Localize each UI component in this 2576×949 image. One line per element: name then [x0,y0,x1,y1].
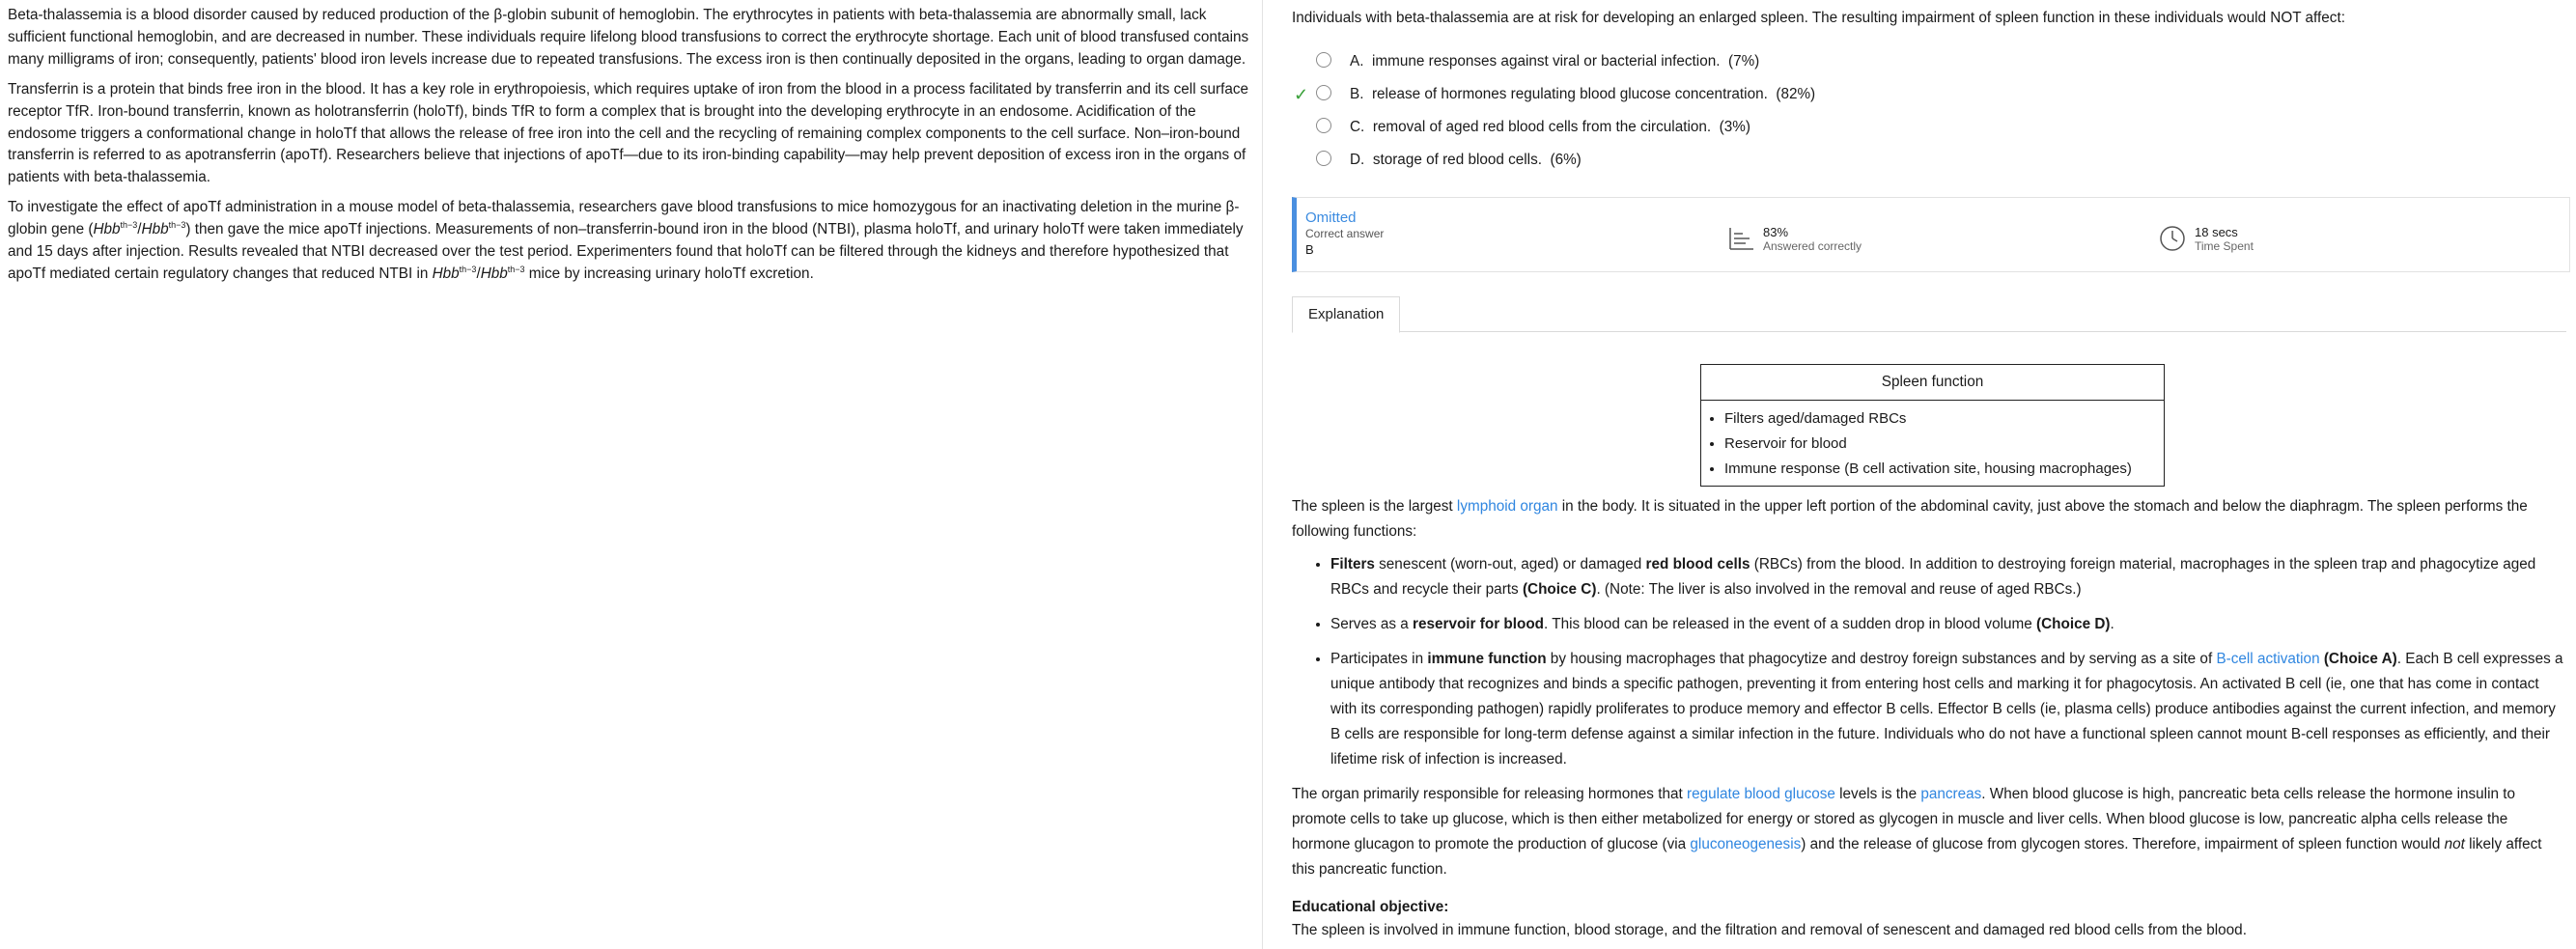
radio-button[interactable] [1316,85,1331,100]
correct-check-icon: ✓ [1294,85,1309,104]
question-stem: Individuals with beta-thalassemia are at risk for developing an enlarged spleen. The resulting impairment of spleen function in these individuals would NOT affect: [1292,10,2345,26]
spleen-function-table [1700,364,2165,487]
list-item: • Participates in immune function by housing macrophages that phagocytize and destroy foreign substances and by serving as a site of B-cell activation (Choice A). Each B cell expresses a unique antibody that recognizes and binds a specific pathogen, preventing it from entering host cells and marking it for phagocytosis. An activated B cell (ie, one that has come in contact with its corresponding pathogen) rapidly proliferates to produce memory and effector B cells. Effector B cells (ie, plasma cells) produce antibodies against the current infection, and memory B cells are responsible for long-term defense against a similar infection in the future. Individuals who do not have a functional spleen cannot mount B-cell responses as efficiently, and their lifetime risk of infection is increased. [1330,647,2566,772]
spleen-functions-list [1292,552,2566,772]
link-regulate-blood-glucose[interactable]: regulate blood glucose [1686,786,1835,802]
explanation-intro: The spleen is the largest lymphoid organ in the body. It is situated in the upper left portion of the abdominal cavity, just above the stomach and below the diaphragm. The spleen performs the following functions: [1292,498,2528,540]
radio-button[interactable] [1316,52,1331,68]
explanation-pancreas: The organ primarily responsible for releasing hormones that regulate blood glucose levels is the pancreas. When blood glucose is high, pancreatic beta cells release the hormone insulin to promote cells to take up glucose, which is then either metabolized for energy or stored as glycogen in muscle and liver cells. When blood glucose is low, pancreatic alpha cells release the hormone glucagon to promote the production of glucose (via gluconeogenesis) and the release of glucose from glycogen stores. Therefore, impairment of spleen function would not likely affect this pancreatic function. [1292,786,2542,878]
radio-button[interactable] [1316,118,1331,133]
result-stats-bar: Omitted Correct answer B 83% Answered correctly 18 secs Time Spent [1292,197,2570,272]
explanation-tabs [1292,296,2566,332]
question-pane: Individuals with beta-thalassemia are at risk for developing an enlarged spleen. The resulting impairment of spleen function in these individuals would NOT affect: A. immune responses against viral or bacterial infection. (7%) ✓ B. release of hormones regulating blood glucose concentration. (82%) C. removal of aged red blood cells from the circulation. (3%) D. storage of red blood cells. (6%) Omitted Correct answer B 83% Answered correctly 18 secs Time Spent Explanation Spleen function • Filters aged/damaged RBCs • Reservoir for blood • Immune response (B cell activation site, housing macrophages) The spleen is the largest lymphoid organ in the body. It is situated in the upper left portion of the abdominal cavity, just above the stomach and below the diaphragm. The spleen performs the following functions: • Filters senescent (worn-out, aged) or damaged red blood cells (RBCs) from the blood. In addition to destroying foreign material, macrophages in the spleen trap and phagocytize aged RBCs and recycle their parts (Choice C). (Note: The liver is also involved in the removal and reuse of aged RBCs.) • Serves as a reservoir for blood. This blood can be released in the event of a sudden drop in blood volume (Choice D). • Participates in immune function by housing macrophages that phagocytize and destroy foreign substances and by serving as a site of B-cell activation (Choice A). Each B cell expresses a unique antibody that recognizes and binds a specific pathogen, preventing it from entering host cells and marking it for phagocytosis. An activated B cell (ie, one that has come in contact with its corresponding pathogen) rapidly proliferates to produce memory and effector B cells. Effector B cells (ie, plasma cells) produce antibodies against the current infection, and memory B cells are responsible for long-term defense against a similar infection in the future. Individuals who do not have a functional spleen cannot mount B-cell responses as efficiently, and their lifetime risk of infection is increased. The organ primarily responsible for releasing hormones that regulate blood glucose levels is the pancreas. When blood glucose is high, pancreatic beta cells release the hormone insulin to promote cells to take up glucose, which is then either metabolized for energy or stored as glycogen in muscle and liver cells. When blood glucose is low, pancreatic alpha cells release the hormone glucagon to promote the production of glucose (via gluconeogenesis) and the release of glucose from glycogen stores. Therefore, impairment of spleen function would not likely affect this pancreatic function. Educational objective: The spleen is involved in immune function, blood storage, and the filtration and removal of senescent and damaged red blood cells from the blood. [1292,0,2566,949]
passage-paragraph-3: To investigate the effect of apoTf administration in a mouse model of beta-thalassemia, researchers gave blood transfusions to mice homozygous for an inactivating deletion in the murine β-globin gene (Hbb$^{th-3}$/Hbb$^{th-3}$) then gave the mice apoTf injections. Measurements of non–transferrin-bound iron in the blood (NTBI), plasma holoTf, and urinary holoTf were taken immediately and 15 days after injection. Results revealed that NTBI decreased over the test period. Experimenters found that holoTf can be filtered through the kidneys and therefore hypothesized that apoTf mediated certain regulatory changes that reduced NTBI in Hbb$^{th-3}$/Hbb$^{th-3}$ mice by increasing urinary holoTf excretion. [8,199,1244,282]
pane-divider[interactable] [1262,0,1263,949]
bar-chart-icon [1727,225,1754,252]
explanation-body [1292,494,2566,882]
list-item: • Immune response (B cell activation site, housing macrophages) [1724,457,2164,482]
passage-paragraph-1: Beta-thalassemia is a blood disorder caused by reduced production of the β-globin subunit of hemoglobin. The erythrocytes in patients with beta-thalassemia are abnormally small, lack sufficient functional hemoglobin, and are decreased in number. These individuals require lifelong blood transfusions to correct the erythrocyte shortage. Each unit of blood transfused contains many milligrams of iron; consequently, patients' blood iron levels increase due to repeated transfusions. The excess iron is then continually deposited in the organs, leading to organ damage. [8,7,1249,68]
correct-answer-label: Correct answer [1305,227,1385,240]
link-b-cell-activation[interactable]: B-cell activation [2216,651,2320,667]
educational-objective-title: Educational objective: [1292,899,1449,915]
clock-icon [2159,225,2186,252]
link-gluconeogenesis[interactable]: gluconeogenesis [1690,836,1802,852]
educational-objective-text: The spleen is involved in immune function, blood storage, and the filtration and removal of senescent and damaged red blood cells from the blood. [1292,922,2247,938]
link-pancreas[interactable]: pancreas [1920,786,1982,802]
link-lymphoid-organ[interactable]: lymphoid organ [1456,498,1558,515]
table-header: Spleen function [1701,365,2164,401]
list-item: • Filters aged/damaged RBCs [1724,406,2164,432]
status-label: Omitted [1305,209,1357,226]
list-item: • Filters senescent (worn-out, aged) or damaged red blood cells (RBCs) from the blood. In addition to destroying foreign material, macrophages in the spleen trap and phagocytize aged RBCs and recycle their parts (Choice C). (Note: The liver is also involved in the removal and reuse of aged RBCs.) [1330,552,2566,602]
answer-status [1305,209,1384,259]
correct-answer-value: B [1305,242,1314,257]
list-item: • Serves as a reservoir for blood. This blood can be released in the event of a sudden drop in blood volume (Choice D). [1330,612,2566,637]
list-item: • Reservoir for blood [1724,432,2164,457]
tab-explanation[interactable]: Explanation [1292,296,1400,333]
passage-pane [0,0,1260,949]
radio-button[interactable] [1316,151,1331,166]
passage-paragraph-2: Transferrin is a protein that binds free iron in the blood. It has a key role in erythropoiesis, which requires uptake of iron from the blood in a process facilitated by transferrin and its cell surface receptor TfR. Iron-bound transferrin, known as holotransferrin (holoTf), binds TfR to form a complex that is brought into the developing erythrocyte in an endosome. Acidification of the endosome triggers a conformational change in holoTf that allows the release of free iron into the cell and the recycling of remaining complex components to the cell surface. Non–iron-bound transferrin is referred to as apotransferrin (apoTf). Researchers believe that injections of apoTf—due to its iron-binding capability—may help prevent deposition of excess iron in the organs of patients with beta-thalassemia. [8,80,1249,186]
